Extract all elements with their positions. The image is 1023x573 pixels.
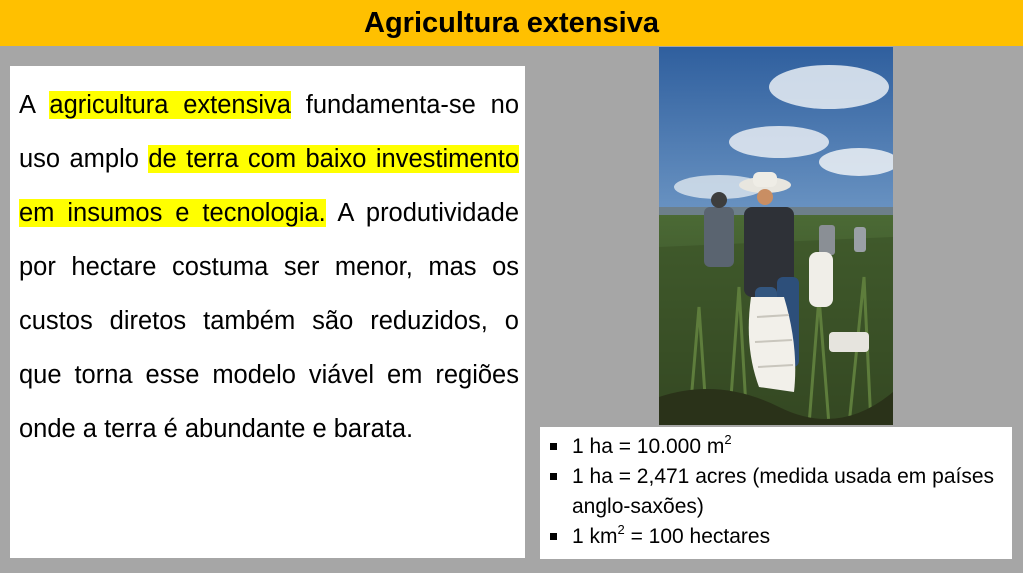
superscript: 2 [724, 432, 732, 447]
paragraph-text-1: A [19, 91, 50, 119]
fact-km2-hectares [540, 522, 1012, 552]
main-text-box [10, 66, 525, 558]
fact-text: 1 ha = 10.000 m [572, 435, 725, 458]
square-bullet-icon [550, 443, 557, 450]
title-bar [0, 0, 1023, 46]
superscript: 2 [617, 522, 625, 537]
paragraph-text-3: A produtividade por hectare costuma ser menor, mas os custos diretos também são reduzidos, o que torna esse modelo viável em regiões onde a terra é abundante e barata. [19, 199, 520, 443]
main-paragraph [19, 78, 519, 456]
fact-text: 1 ha = 2,471 acres (medida usada em países anglo-saxões) [572, 465, 995, 518]
square-bullet-icon [550, 473, 557, 480]
fact-hectare-acres [540, 462, 1012, 522]
conversion-facts-box [540, 427, 1012, 559]
fact-text: 1 km [572, 525, 618, 548]
facts-list [540, 427, 1012, 552]
farm-worker-photo [659, 47, 893, 425]
slide-title: Agricultura extensiva [364, 6, 659, 39]
fact-text-after: = 100 hectares [624, 525, 771, 548]
highlight-agricultura-extensiva: agricultura extensiva [49, 91, 291, 119]
paragraph-text-2: fundamenta-se no uso amplo [19, 91, 520, 173]
square-bullet-icon [550, 533, 557, 540]
fact-hectare-m2 [540, 432, 1012, 462]
highlight-baixo-investimento: de terra com baixo investimento em insumos e tecnologia. [19, 145, 519, 227]
